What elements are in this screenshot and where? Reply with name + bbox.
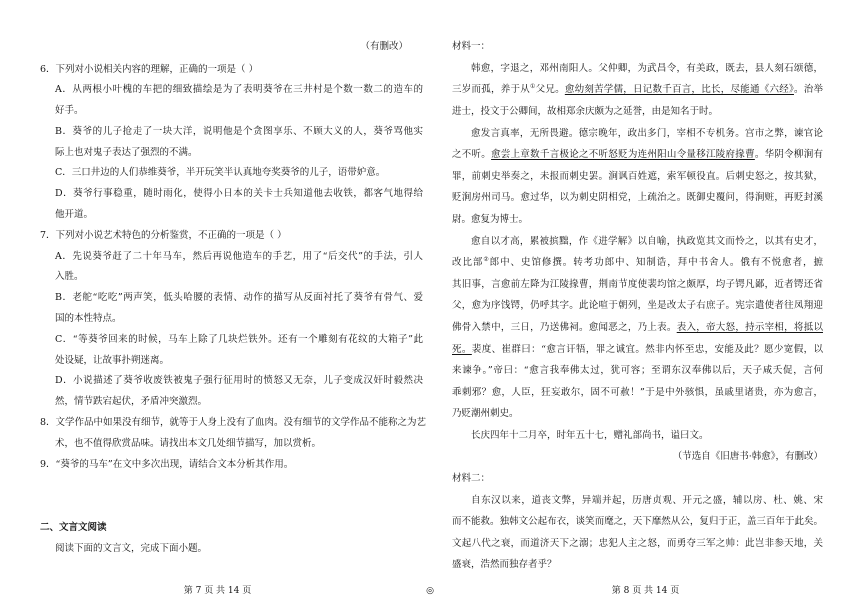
text-line: 父，愈为序饯锷，仍呼其字。此论喧于朝列，坐是改太子右庶子。宪宗遣使者往凤翔迎 [452,300,823,312]
material-2-text [452,490,823,576]
section-instruction: 阅读下面的文言文，完成下面小题。 [55,542,208,554]
underlined-text: 表入，帝大怒，持示宰相，将抵以 [676,321,823,333]
text-run: 。华阴令柳涧有 [754,149,823,161]
answer-option [40,247,423,289]
text-run: 之不听。 [452,149,492,161]
text-line: 乃贬潮州刺史。 [452,408,519,420]
option-line: A．先说葵爷赶了二十年马车，然后再说他造车的手艺，用了“后交代”的手法，引人 [55,250,423,262]
page-number-right: 第 8 页 共 14 页 [611,586,680,596]
text-line: 而不能救。独韩文公起布衣，谈笑而麾之，天下靡然从公，复归于正，盖三百年于此矣。 [452,516,823,528]
option-line: 处设疑，让故事扑朔迷离。 [55,354,170,366]
option-line: B．老舵“吃吃”两声笑，低头哈腰的表情、动作的描写从反面衬托了葵爷有骨气、爱 [55,292,423,304]
text-run: 郎中、史馆修撰。转考功郎中、知制诰，拜中书舍人。俄有不悦愈者，摭 [489,257,823,269]
text-line: 愈自以才高，累被摈黜，作《进学解》以自喻，执政览其文而怜之，以其有史才， [471,235,823,247]
paragraph [452,490,823,576]
text-line [452,339,823,361]
option-line: A．从两根小叶槐的车把的细致描绘是为了表明葵爷在三井村是个数一数二的造车的 [55,84,423,96]
option-line: C．“等葵爷回来的时候，马车上除了几块烂铁外。还有一个雕刻有花纹的大箱子”此 [55,333,423,345]
question-stem [40,413,427,455]
option-line: D．葵爷行事稳重，随时雨化，使得小日本的关卡士兵知道他去收铁，都客气地得给 [55,188,423,200]
source-note: （有删改） [360,41,408,52]
text-line [452,144,823,166]
text-run: 裴度、崔群曰：“愈言讦牾，罪之诚宜。然非内怀至忠，安能及此？愿少宽假，以 [471,343,823,355]
answer-option [40,122,423,164]
paragraph [452,425,823,447]
text-line: 罪，前刺史举奏之，未报而刺史罢。涧讽百姓遮，索军顿役直。后刺史怒之，按其狱， [452,170,823,182]
option-line: C．三口井边的人们恭维葵爷，半开玩笑半认真地夸奖葵爷的儿子，语带妒意。 [55,167,386,179]
question-block [40,413,427,455]
section-heading-block [40,517,423,559]
material-1-text [452,58,823,447]
option-line: 他开道。 [55,209,94,221]
text-line: 盛衰，浩然而独存者乎？ [452,559,557,571]
binding-mark-icon: ◎ [426,586,434,596]
text-run: 。治举 [793,84,823,96]
text-line: 尉。愈复为博士。 [452,213,529,225]
text-line: 长庆四年十二月卒，时年五十七，赠礼部尚书，谥曰文。 [471,429,709,441]
text-line: 自东汉以来，道丧文弊，异端并起，历唐贞观、开元之盛，辅以房、杜、姚、宋 [471,494,823,506]
underlined-text: 死。 [452,343,472,355]
question-stem [40,226,423,247]
underlined-text: 愈尝上章数千言极论之不听怒贬为连州阳山令量移江陵府掾曹 [491,149,755,161]
text-line: 乖刺邪？愈，人臣，狂妄敢尔，固不可赦！”于是中外骇惧，虽戚里诸贵，亦为愈言， [452,386,823,398]
stem-line: 术，也不值得欣赏品味。请找出本文几处细节描写，加以赏析。 [55,437,322,449]
material-1-label: 材料一： [452,41,491,53]
question-block [40,455,423,476]
text-run: 三岁而孤，养于从 [452,84,530,96]
text-line: 其旧事，言愈前左降为江陵掾曹，荆南节度使裴均馆之颇厚，均子锷凡鄙，近者锷还省 [452,278,823,290]
text-line [452,317,823,339]
text-line: 愈发言真率，无所畏避。德宗晚年，政出多门，宰相不专机务。宫市之弊，谏官论 [471,127,823,139]
option-line: 入胜。 [55,271,84,283]
stem-line: 9．“葵爷的马车”在文中多次出现，请结合文本分析其作用。 [40,458,294,470]
text-line: 韩愈，字退之，邓州南阳人。父仲卿，为武昌令，有美政，既去，县人刻石颂德， [471,62,823,74]
stem-line: 8．文学作品中如果没有细节，就等于人身上没有了血肉。没有细节的文学作品不能称之为艺 [40,417,427,429]
question-list [40,60,427,476]
question-block [40,226,423,413]
question-stem [40,60,423,81]
option-line: 国的本性特点。 [55,313,122,325]
page-number-left: 第 7 页 共 14 页 [183,586,252,596]
option-line: 然，情节跌宕起伏，矛盾冲突激烈。 [55,396,208,408]
text-line: 进士，投文于公卿间，故相郑余庆颇为之延誉，由是知名于时。 [452,105,719,117]
text-line: 来谏争。”帝曰：“愈言我奉佛太过，犹可容；至谓东汉奉佛以后，天子咸夭促，言何 [452,365,823,377]
option-line: B．葵爷的儿子抢走了一块大洋，说明他是个贪图享乐、不顾大义的人，葵爷骂他实 [55,125,423,137]
stem-line: 6．下列对小说相关内容的理解，正确的一项是（ ） [40,63,259,75]
answer-option [40,184,423,226]
paragraph [452,231,823,425]
text-line [452,79,823,101]
option-line: D．小说描述了葵爷收废铁被鬼子强行征用时的愤怒又无奈，儿子变成汉奸时毅然决 [55,375,423,387]
text-line [452,252,823,274]
footnote-marker: ② [483,256,490,264]
answer-option [40,163,423,184]
answer-option [40,288,423,330]
answer-option [40,371,423,413]
question-stem [40,455,423,476]
stem-line: 7．下列对小说艺术特色的分析鉴赏，不正确的一项是（ ） [40,229,287,241]
reading-material-column [452,36,823,576]
footnote-marker: ① [529,83,536,91]
text-line: 文起八代之衰，而道济天下之溺；忠犯人主之怒，而勇夺三军之帅：此岂非参天地，关 [452,537,823,549]
text-run: 父兄。 [535,84,565,96]
text-run: 佛骨入禁中，三日，乃送佛祠。愈闻恶之，乃上表。 [452,321,677,333]
underlined-text: 愈幼刻苦学儒，日记数千百言，比长，尽能通《六经》 [564,84,794,96]
source-citation: （节选自《旧唐书·韩愈》，有删改） [672,451,823,463]
paragraph [452,58,823,123]
option-line: 际上也对鬼子表达了强烈的不满。 [55,146,198,158]
option-line: 好手。 [55,105,84,117]
section-title: 二、文言文阅读 [40,521,107,533]
question-block [40,60,423,226]
answer-option [40,80,423,122]
text-run: 改比部 [452,257,484,269]
paragraph [452,123,823,231]
material-2-label: 材料二： [452,473,491,485]
answer-option [40,330,423,372]
text-line: 贬涧房州司马。愈过华，以为刺史阴相党，上疏治之。既御史覆问，得涧赃，再贬封溪 [452,192,823,204]
